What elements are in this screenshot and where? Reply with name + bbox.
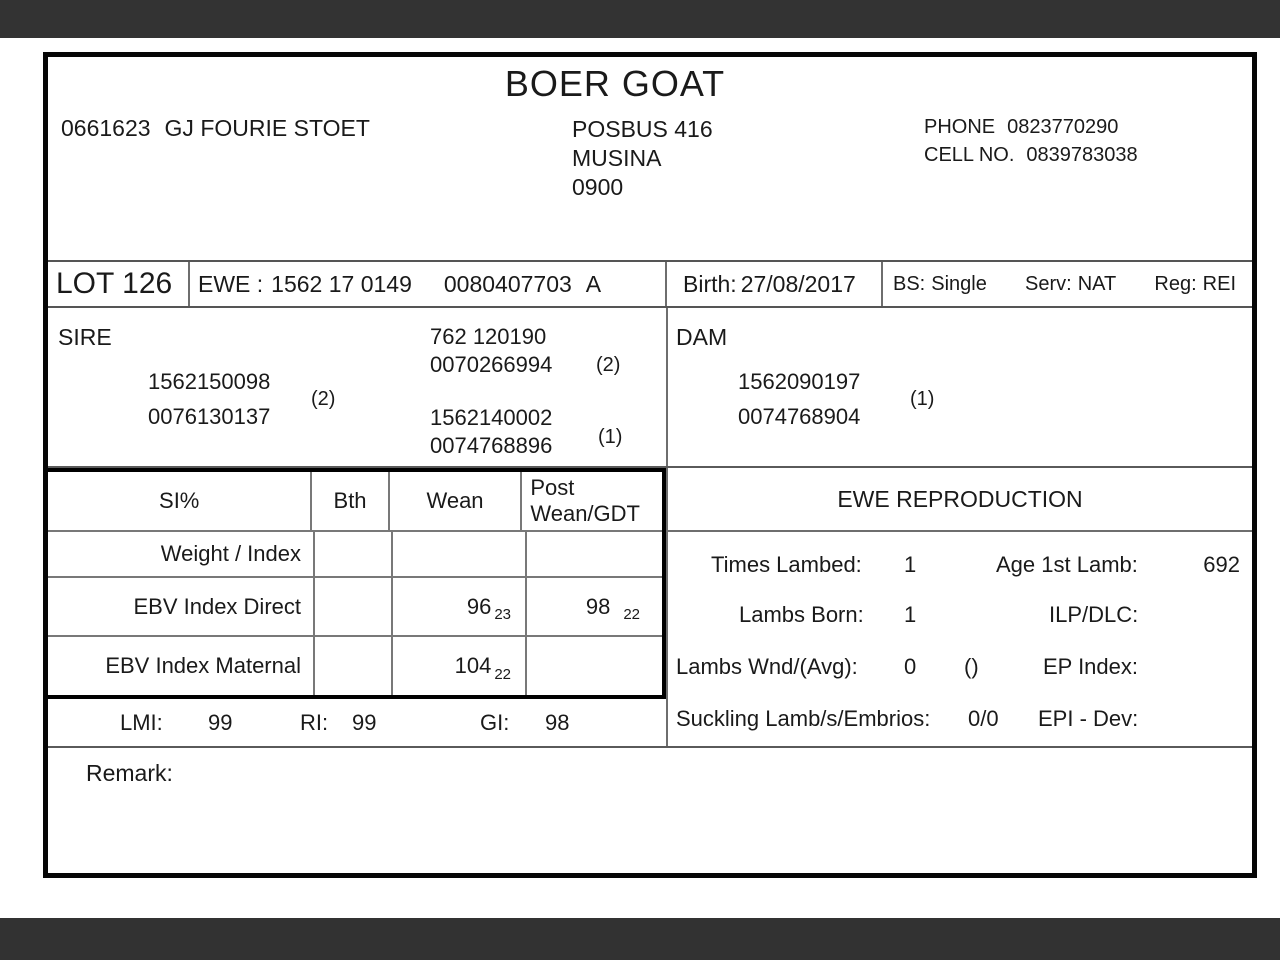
suckling-label: Suckling Lamb/s/Embrios:	[676, 706, 931, 731]
cell-label: CELL NO.	[924, 144, 1015, 166]
registration-pair	[1154, 273, 1236, 296]
lambs-weaned-avg: ()	[964, 654, 979, 679]
post-cell	[527, 578, 662, 635]
ewe-status: A	[585, 270, 602, 297]
bth-cell	[315, 578, 393, 635]
dam-id-2: 0074768904	[738, 404, 861, 429]
lambs-born-label: Lambs Born:	[739, 602, 864, 627]
ewe-identity-cell	[190, 262, 667, 306]
gi-value: 98	[545, 709, 570, 735]
dam-panel	[668, 308, 1252, 466]
ewe-reproduction-panel	[668, 468, 1252, 746]
gi-label: GI:	[480, 709, 510, 735]
sire-panel	[48, 308, 668, 466]
row-label: Weight / Index	[48, 532, 315, 576]
sire-note: (2)	[311, 388, 336, 410]
goat-record-card	[43, 52, 1257, 878]
lambs-born-value: 1	[904, 602, 917, 627]
post-cell	[527, 532, 662, 576]
si-table	[48, 468, 666, 699]
lot-number: LOT 126	[48, 262, 190, 306]
lmi-value: 99	[208, 709, 233, 735]
table-row-weight-index	[48, 532, 662, 578]
birth-status-pair	[893, 273, 987, 296]
wean-accuracy: 22	[494, 665, 511, 683]
main-section	[48, 466, 1252, 746]
letterbox-top-bar	[0, 0, 1280, 38]
post-accuracy: 22	[623, 606, 640, 623]
bth-cell	[315, 637, 393, 695]
lot-row	[48, 260, 1252, 308]
birth-cell	[667, 262, 883, 306]
page-title: BOER GOAT	[504, 63, 726, 104]
sire-dam-id-2: 0074768896	[430, 433, 553, 458]
times-lambed-value: 1	[904, 552, 917, 577]
wean-value: 104	[454, 653, 492, 678]
bs-label: BS:	[893, 272, 926, 295]
sire-id-2: 0076130137	[148, 404, 271, 429]
catalog-page	[0, 38, 1280, 918]
row-label: EBV Index Direct	[48, 578, 315, 635]
index-column	[48, 468, 668, 746]
remark-section	[48, 746, 1252, 873]
breeder-number: 0661623	[61, 115, 151, 141]
sire-dam-id-1: 1562140002	[430, 405, 553, 430]
ep-index-label: EP Index:	[1043, 654, 1138, 679]
post-wean-header: Post Wean/GDT	[530, 475, 640, 526]
wean-cell	[393, 578, 527, 635]
reg-value: REI	[1202, 272, 1236, 295]
birth-label: Birth:	[683, 270, 737, 297]
sire-sire-id-2: 0070266994	[430, 352, 553, 377]
serv-value: NAT	[1077, 272, 1117, 295]
cell-line	[924, 141, 1138, 169]
remark-label: Remark:	[86, 760, 173, 786]
ewe-id: 1562 17 0149	[271, 270, 412, 297]
phone-line	[924, 113, 1138, 141]
ilp-dlc-label: ILP/DLC:	[1049, 602, 1139, 627]
birth-date: 27/08/2017	[740, 270, 856, 297]
letterbox-bottom-bar	[0, 918, 1280, 960]
postal-address	[572, 115, 713, 202]
phone-label: PHONE	[924, 116, 996, 138]
contact-numbers	[924, 113, 1138, 169]
row-label: EBV Index Maternal	[48, 637, 315, 695]
wean-cell	[393, 637, 527, 695]
table-row-ebv-maternal	[48, 637, 662, 695]
address-line-2: MUSINA	[572, 145, 662, 171]
dam-note: (1)	[910, 388, 935, 410]
serv-label: Serv:	[1025, 272, 1072, 295]
sire-sire-note: (2)	[596, 354, 621, 376]
age-first-lamb-label: Age 1st Lamb:	[996, 552, 1138, 577]
card-header	[48, 57, 1252, 260]
sire-dam-note: (1)	[598, 426, 623, 448]
si-table-header-row	[48, 472, 662, 532]
phone-number: 0823770290	[1007, 116, 1119, 138]
ewe-registration: 0080407703	[443, 270, 572, 297]
address-line-3: 0900	[572, 174, 624, 200]
ri-label: RI:	[300, 709, 329, 735]
ewe-label: EWE :	[198, 270, 264, 297]
times-lambed-label: Times Lambed:	[711, 552, 862, 577]
reg-label: Reg:	[1154, 272, 1197, 295]
sire-sire-id-1: 762 120190	[430, 324, 547, 349]
lambs-weaned-label: Lambs Wnd/(Avg):	[676, 654, 858, 679]
sire-id-1: 1562150098	[148, 369, 271, 394]
si-header: SI%	[48, 472, 312, 530]
wean-value: 96	[466, 593, 492, 619]
status-cell	[883, 262, 1252, 306]
wean-cell	[393, 532, 527, 576]
lambs-weaned-value: 0	[904, 654, 917, 679]
breeder-line	[61, 115, 370, 142]
bs-value: Single	[931, 272, 987, 295]
wean-accuracy: 23	[494, 606, 511, 623]
post-cell	[527, 637, 662, 695]
service-pair	[1025, 273, 1116, 296]
sire-label: SIRE	[58, 324, 112, 350]
breeder-name: GJ FOURIE STOET	[164, 115, 370, 141]
lmi-label: LMI:	[120, 709, 163, 735]
suckling-value: 0/0	[968, 706, 999, 731]
age-first-lamb-value: 692	[1203, 552, 1240, 577]
bth-cell	[315, 532, 393, 576]
bth-header: Bth	[312, 472, 389, 530]
epi-dev-label: EPI - Dev:	[1038, 706, 1139, 731]
address-line-1: POSBUS 416	[572, 116, 713, 142]
table-row-ebv-direct	[48, 578, 662, 637]
post-value: 98	[585, 593, 611, 619]
wean-header: Wean	[390, 472, 523, 530]
cell-number: 0839783038	[1026, 144, 1138, 166]
dam-label: DAM	[676, 324, 728, 350]
dam-id-1: 1562090197	[738, 369, 861, 394]
pedigree-section	[48, 308, 1252, 466]
ri-value: 99	[352, 709, 377, 735]
summary-indices-row	[48, 699, 666, 746]
reproduction-title: EWE REPRODUCTION	[668, 468, 1252, 532]
